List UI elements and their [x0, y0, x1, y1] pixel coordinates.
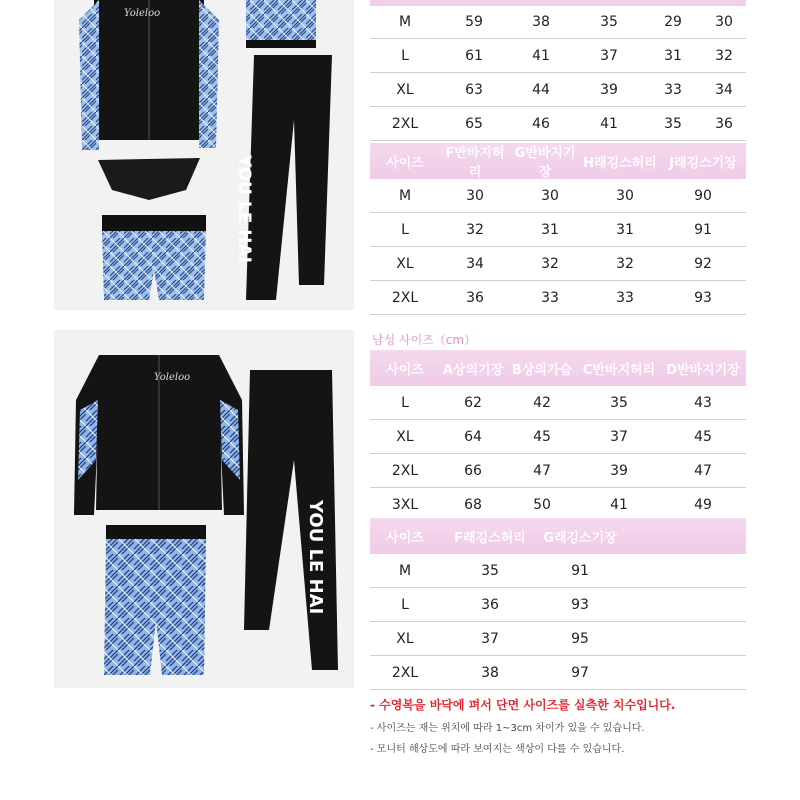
table-row [370, 622, 746, 656]
measurement-cell: 34 [715, 81, 733, 98]
measurement-cell: 45 [533, 428, 551, 445]
measurement-cell: 37 [481, 630, 499, 647]
measurement-cell: 93 [694, 289, 712, 306]
measurement-cell: 47 [694, 462, 712, 479]
size-notes [370, 696, 770, 755]
measurement-cell: 30 [466, 187, 484, 204]
measurement-cell: 45 [694, 428, 712, 445]
table-row [370, 39, 746, 73]
table-row [370, 5, 746, 39]
column-header: D반바지기장 [666, 362, 740, 378]
column-header: F반바지허리 [445, 146, 505, 180]
column-header: B상의가슴 [511, 362, 573, 378]
measurement-cell: 38 [481, 664, 499, 681]
column-header: F래깅스허리 [454, 530, 526, 546]
measurement-cell: 35 [664, 115, 682, 132]
women-bikini-bottom [98, 158, 200, 200]
measurement-cell: 92 [694, 255, 712, 272]
size-label-cell: M [398, 562, 412, 579]
measurement-cell: 37 [600, 47, 618, 64]
column-header: A상의기장 [442, 362, 504, 378]
table-row [370, 420, 746, 454]
table-row [370, 588, 746, 622]
measurement-cell: 50 [533, 496, 551, 513]
size-label-cell: XL [396, 630, 414, 647]
measurement-cell: 34 [466, 255, 484, 272]
table-row [370, 386, 746, 420]
size-label-cell: L [401, 596, 409, 613]
measurement-cell: 47 [533, 462, 551, 479]
men-leggings-brand-text: YOU LE HAI [305, 500, 326, 615]
measurement-cell: 32 [616, 255, 634, 272]
women-size-table-2 [370, 143, 746, 315]
measurement-cell: 68 [464, 496, 482, 513]
men-leggings [244, 370, 338, 670]
measurement-cell: 29 [664, 13, 682, 30]
size-label-cell: 2XL [391, 664, 419, 681]
measurement-cell: 31 [616, 221, 634, 238]
table-row [370, 454, 746, 488]
table-row [370, 488, 746, 522]
size-label-cell: XL [396, 255, 414, 272]
size-label-cell: 3XL [391, 496, 419, 513]
measurement-cell: 91 [694, 221, 712, 238]
measurement-cell: 39 [600, 81, 618, 98]
women-leggings-brand-text: YOU LE HAI [234, 155, 254, 263]
measurement-cell: 39 [610, 462, 628, 479]
table-row [370, 656, 746, 690]
measurement-cell: 30 [541, 187, 559, 204]
table-row [370, 73, 746, 107]
measurement-cell: 44 [532, 81, 550, 98]
measurement-cell: 64 [464, 428, 482, 445]
column-header: 사이즈 [386, 530, 424, 546]
women-logo: Yoleloo [124, 8, 161, 19]
men-table2-header [370, 518, 746, 554]
size-label-cell: L [401, 394, 409, 411]
measurement-cell: 33 [664, 81, 682, 98]
men-jacket [74, 355, 244, 515]
table-row [370, 107, 746, 141]
measurement-cell: 35 [610, 394, 628, 411]
women-jacket [79, 0, 219, 150]
column-header: H래깅스허리 [583, 155, 657, 171]
column-header: 사이즈 [386, 362, 424, 378]
size-label-cell: 2XL [391, 115, 419, 132]
table-row [370, 281, 746, 315]
measurement-cell: 66 [464, 462, 482, 479]
table-row [370, 554, 746, 588]
measurement-cell: 49 [694, 496, 712, 513]
men-size-table-1 [370, 350, 746, 522]
measurement-cell: 59 [465, 13, 483, 30]
table-row [370, 247, 746, 281]
measurement-cell: 41 [532, 47, 550, 64]
women-bra-top [246, 0, 316, 48]
men-logo: Yoleloo [154, 372, 191, 383]
measurement-cell: 93 [571, 596, 589, 613]
note-item: - 사이즈는 재는 위치에 따라 1~3cm 차이가 있을 수 있습니다. [370, 723, 645, 734]
size-label-cell: L [401, 47, 409, 64]
measurement-cell: 32 [466, 221, 484, 238]
measurement-cell: 32 [715, 47, 733, 64]
note-main: - 수영복을 바닥에 펴서 단면 사이즈를 실측한 치수입니다. [370, 698, 676, 712]
table-row [370, 213, 746, 247]
size-label-cell: M [398, 187, 412, 204]
measurement-cell: 63 [465, 81, 483, 98]
measurement-cell: 61 [465, 47, 483, 64]
measurement-cell: 41 [600, 115, 618, 132]
women-leggings [234, 55, 332, 300]
measurement-cell: 91 [571, 562, 589, 579]
size-label-cell: 2XL [391, 289, 419, 306]
women-product-photo [54, 0, 354, 310]
measurement-cell: 37 [610, 428, 628, 445]
measurement-cell: 36 [715, 115, 733, 132]
measurement-cell: 33 [541, 289, 559, 306]
size-label-cell: L [401, 221, 409, 238]
measurement-cell: 62 [464, 394, 482, 411]
measurement-cell: 46 [532, 115, 550, 132]
measurement-cell: 65 [465, 115, 483, 132]
measurement-cell: 33 [616, 289, 634, 306]
measurement-cell: 32 [541, 255, 559, 272]
column-header: J래깅스기장 [669, 155, 737, 171]
measurement-cell: 43 [694, 394, 712, 411]
measurement-cell: 90 [694, 187, 712, 204]
size-label-cell: XL [396, 428, 414, 445]
table-row [370, 179, 746, 213]
measurement-cell: 30 [616, 187, 634, 204]
men-table1-header [370, 350, 746, 386]
measurement-cell: 41 [610, 496, 628, 513]
measurement-cell: 97 [571, 664, 589, 681]
measurement-cell: 38 [532, 13, 550, 30]
measurement-cell: 95 [571, 630, 589, 647]
column-header: 사이즈 [386, 155, 424, 171]
column-header: C반바지허리 [582, 362, 656, 378]
column-header: G래깅스기장 [543, 530, 617, 546]
women-shorts [102, 215, 206, 300]
size-label-cell: XL [396, 81, 414, 98]
men-size-table-2 [370, 518, 746, 690]
men-size-title: 남성 사이즈（cm） [372, 333, 477, 347]
measurement-cell: 36 [466, 289, 484, 306]
size-label-cell: M [398, 13, 412, 30]
measurement-cell: 42 [533, 394, 551, 411]
measurement-cell: 36 [481, 596, 499, 613]
measurement-cell: 35 [481, 562, 499, 579]
measurement-cell: 30 [715, 13, 733, 30]
note-item: - 모니터 해상도에 따라 보여지는 색상이 다를 수 있습니다. [370, 744, 625, 755]
measurement-cell: 31 [664, 47, 682, 64]
women-size-table-1 [370, 5, 746, 141]
men-shorts [104, 525, 206, 675]
measurement-cell: 35 [600, 13, 618, 30]
size-label-cell: 2XL [391, 462, 419, 479]
measurement-cell: 31 [541, 221, 559, 238]
women-table2-header [370, 143, 746, 179]
men-product-photo [54, 330, 354, 688]
column-header: G반바지기장 [514, 146, 576, 180]
